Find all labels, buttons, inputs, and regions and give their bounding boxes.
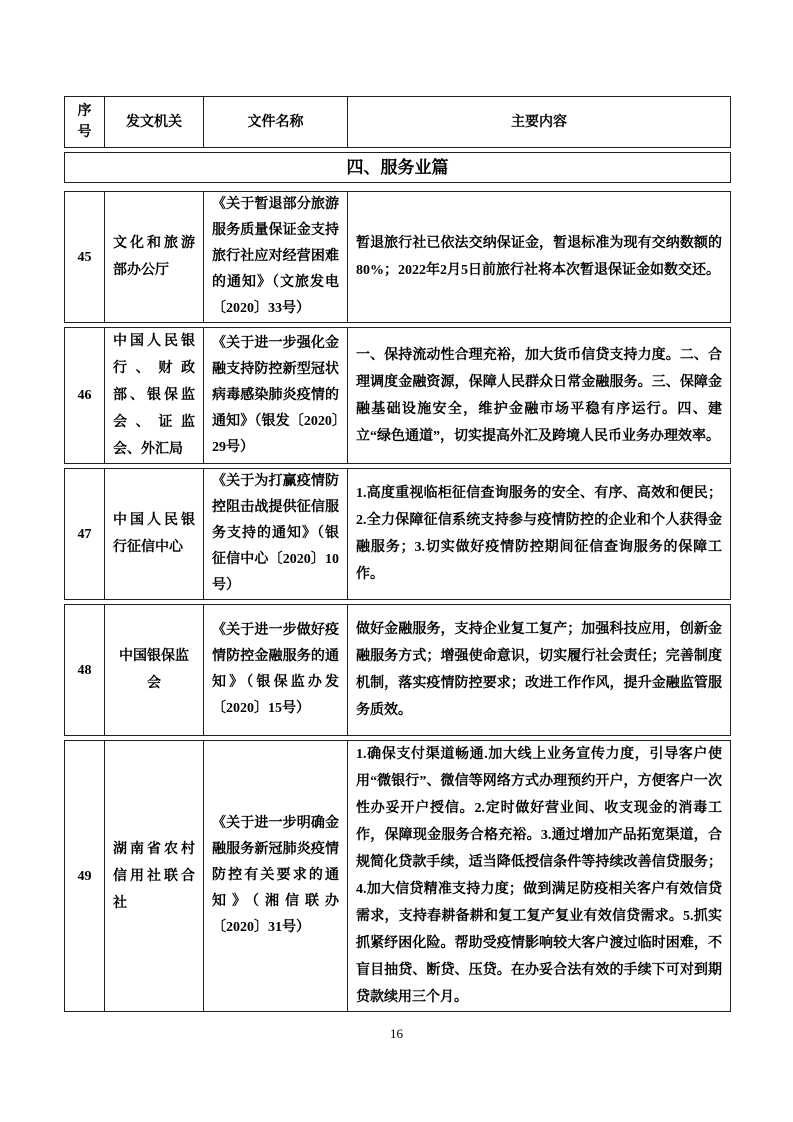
section-title-row bbox=[64, 152, 731, 183]
main-content-cell bbox=[348, 605, 730, 735]
main-content-cell bbox=[348, 469, 730, 599]
main-content-text: 暂退旅行社已依法交纳保证金，暂退标准为现有交纳数额的80%；2022年2月5日前旅行社将本次暂退保证金如数交还。 bbox=[356, 236, 722, 278]
table-row bbox=[64, 327, 731, 464]
agency-cell bbox=[105, 741, 204, 1011]
document-name-text: 《关于进一步明确金融服务新冠肺炎疫情防控有关要求的通知》（湘信联办〔2020〕31号） bbox=[212, 816, 339, 935]
document-name-cell bbox=[204, 328, 348, 463]
main-content-cell bbox=[348, 192, 730, 322]
document-name-cell bbox=[204, 605, 348, 735]
row-number: 48 bbox=[65, 605, 105, 735]
column-header-content bbox=[348, 97, 730, 147]
agency-text: 湖南省农村信用社联合社 bbox=[113, 841, 195, 911]
column-header-agency-label: 发文机关 bbox=[126, 114, 182, 130]
main-content-cell bbox=[348, 328, 730, 463]
agency-text: 中国银保监会 bbox=[119, 649, 189, 691]
page-number: 16 bbox=[390, 1026, 403, 1041]
table-row bbox=[64, 191, 731, 323]
section-title: 四、服务业篇 bbox=[346, 157, 449, 177]
agency-cell bbox=[105, 192, 204, 322]
column-header-document-label: 文件名称 bbox=[247, 114, 304, 130]
main-content-cell bbox=[348, 741, 730, 1011]
table-row bbox=[64, 604, 731, 736]
document-name-text: 《关于进一步强化金融支持防控新型冠状病毒感染肺炎疫情的通知》（银发〔2020〕29号） bbox=[212, 335, 339, 455]
agency-cell bbox=[105, 469, 204, 599]
document-name-cell bbox=[204, 192, 348, 322]
document-name-text: 《关于暂退部分旅游服务质量保证金支持旅行社应对经营困难的通知》（文旅发电〔2020〕33号） bbox=[212, 197, 339, 316]
column-header-content-label: 主要内容 bbox=[511, 114, 567, 130]
document-name-text: 《关于为打赢疫情防控阻击战提供征信服务支持的通知》（银征信中心〔2020〕10号） bbox=[212, 474, 339, 593]
agency-cell bbox=[105, 328, 204, 463]
row-number: 45 bbox=[65, 192, 105, 322]
policy-document-table bbox=[64, 96, 731, 1016]
main-content-text: 1.确保支付渠道畅通.加大线上业务宣传力度，引导客户使用“微银行”、微信等网络方式办理预约开户，方便客户一次性办妥开户授信。2.定时做好营业间、收支现金的消毒工作，保障现金服务合格充裕。3.通过增加产品拓宽渠道，合规简化贷款手续，适当降低授信条件等持续改善信贷服务；4.加大信贷精准支持力度；做到满足防疫相关客户有效信贷需求，支持春耕备耕和复工复产复业有效信贷需求。5.抓实抓紧纾困化险。帮助受疫情影响较大客户渡过临时困难，不盲目抽贷、断贷、压贷。在办妥合法有效的手续下可对到期贷款续用三个月。 bbox=[356, 747, 722, 1005]
row-number: 47 bbox=[65, 469, 105, 599]
document-name-text: 《关于进一步做好疫情防控金融服务的通知》（银保监办发〔2020〕15号） bbox=[212, 623, 339, 716]
main-content-text: 1.高度重视临柜征信查询服务的安全、有序、高效和便民；2.全力保障征信系统支持参与疫情防控的企业和个人获得金融服务；3.切实做好疫情防控期间征信查询服务的保障工作。 bbox=[356, 486, 722, 582]
table-header-row bbox=[64, 96, 731, 148]
table-row bbox=[64, 468, 731, 600]
main-content-text: 一、保持流动性合理充裕，加大货币信贷支持力度。二、合理调度金融资源，保障人民群众日常金融服务。三、保障金融基础设施安全，维护金融市场平稳有序运行。四、建立“绿色通道”，切实提高外汇及跨境人民币业务办理效率。 bbox=[356, 347, 722, 444]
column-header-agency bbox=[105, 97, 204, 147]
table-row bbox=[64, 740, 731, 1012]
document-name-cell bbox=[204, 469, 348, 599]
column-header-number: 序号 bbox=[65, 97, 105, 147]
column-header-document bbox=[204, 97, 348, 147]
document-name-cell bbox=[204, 741, 348, 1011]
row-number: 46 bbox=[65, 328, 105, 463]
main-content-text: 做好金融服务，支持企业复工复产；加强科技应用，创新金融服务方式；增强使命意识，切实履行社会责任；完善制度机制，落实疫情防控要求；改进工作作风，提升金融监管服务质效。 bbox=[356, 622, 722, 718]
agency-text: 文化和旅游部办公厅 bbox=[113, 236, 195, 278]
row-number: 49 bbox=[65, 741, 105, 1011]
agency-text: 中国人民银行、财政部、银保监会、证监会、外汇局 bbox=[113, 334, 195, 457]
agency-cell bbox=[105, 605, 204, 735]
agency-text: 中国人民银行征信中心 bbox=[113, 513, 195, 555]
